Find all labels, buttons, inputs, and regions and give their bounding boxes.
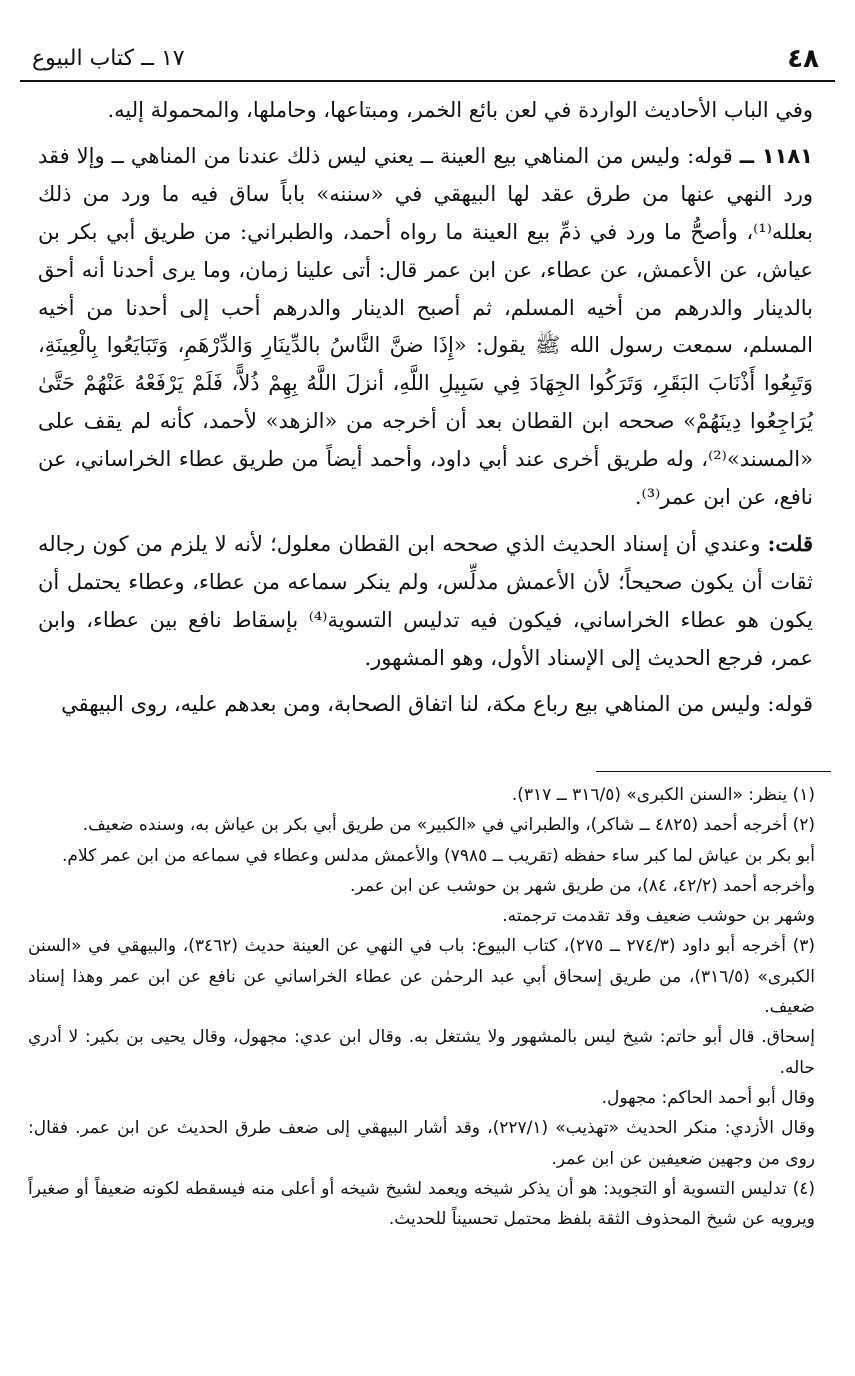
paragraph-1181-text: قوله: وليس من المناهي بيع العينة ــ يعني ليس ذلك عندنا من المناهي ــ وإلا فقد ورد النهي عنها من طرق عقد لها البيهقي في «سننه» باباً ساق فيه ما ورد من ذلك بعلله⁽¹⁾، وأصحُّ ما ورد في ذمِّ بيع العينة ما رواه أحمد، والطبراني: من طريق أبي بكر بن عياش، عن الأعمش، عن عطاء، عن ابن عمر قال: أتى علينا زمان، وما يرى أحدنا أنه أحق بالدينار والدرهم من أخيه المسلم، ثم أصبح الدينار والدرهم أحب إلى أحدنا من أخيه المسلم، سمعت رسول الله ﷺ يقول: «إِذَا ضنَّ النَّاسُ بالدِّينَارِ وَالدِّرْهَمِ، وَتَبَايَعُوا بِالْعِينَةِ، وَتَبِعُوا أَذْنَابَ البَقَرِ، وَتَرَكُوا الجِهَادَ فِي سَبِيلِ اللَّهِ، أنزلَ اللَّهُ بِهِمْ ذُلاًّ، فَلَمْ يَرْفَعْهُ عَنْهُمْ حَتَّىٰ يُرَاجِعُوا دِينَهُمْ» صححه ابن القطان بعد أن أخرجه من «الزهد» لأحمد، كأنه لم يقف على «المسند»⁽²⁾، وله طريق أخرى عند أبي داود، وأحمد أيضاً من طريق عطاء الخراساني، عن نافع، عن ابن عمر⁽³⁾. xyxy=(38,143,813,510)
page-number: ٤٨ xyxy=(787,44,819,74)
running-head: ١٧ ــ كتاب البيوع xyxy=(32,46,185,71)
footnote-1: (١) ينظر: «السنن الكبرى» (٣١٦/٥ ــ ٣١٧). xyxy=(511,785,815,805)
paragraph-1: وفي الباب الأحاديث الواردة في لعن بائع الخمر، ومبتاعها، وحاملها، والمحمولة إليه. xyxy=(107,98,813,122)
paragraph-qult xyxy=(38,525,813,678)
footnote-3-note: وقال الأزدي: منكر الحديث «تهذيب» (٢٢٧/١)، وقد أشار البيهقي إلى ضعف طرق الحديث عن ابن عمر. فقال: روى من وجهين ضعيفين عن ابن عمر. xyxy=(28,1118,816,1169)
qult-text: وعندي أن إسناد الحديث الذي صححه ابن القطان معلول؛ لأنه لا يلزم من كون رجاله ثقات أن يكون صحيحاً؛ لأن الأعمش مدلِّس، ولم ينكر سماعه من عطاء، وعطاء يحتمل أن يكون هو عطاء الخراساني، فيكون فيه تدليس التسوية⁽⁴⁾ بإسقاط نافع بين عطاء، وابن عمر، فرجع الحديث إلى الإسناد الأول، وهو المشهور. xyxy=(38,531,813,670)
paragraph-last: قوله: وليس من المناهي بيع رباع مكة، لنا اتفاق الصحابة، ومن بعدهم عليه، روى البيهقي xyxy=(61,691,813,716)
footnote-3-note: وقال أبو أحمد الحاكم: مجهول. xyxy=(601,1087,815,1108)
footnote-2-note: أبو بكر بن عياش لما كبر ساء حفظه (تقريب ــ ٧٩٨٥) والأعمش مدلس وعطاء في سماعه من ابن عمر كلام. xyxy=(62,845,815,866)
hadith-number: ١١٨١ ــ xyxy=(739,143,813,168)
footnote-4: (٤) تدليس التسوية أو التجويد: هو أن يذكر شيخه ويعمد لشيخ شيخه أو أعلى منه فيسقطه لكونه ضعيفاً أو صغيراً ويرويه عن شيخ المحذوف الثقة بلفظ محتمل تحسيناً للحديث. xyxy=(28,1178,815,1230)
page-header xyxy=(20,44,835,80)
footnotes xyxy=(28,780,815,1234)
footnote-2: (٢) أخرجه أحمد (٤٨٢٥ ــ شاكر)، والطبراني في «الكبير» من طريق أبي بكر بن عياش به، وسنده ضعيف. xyxy=(82,815,815,836)
footnote-2-note: وشهر بن حوشب ضعيف وقد تقدمت ترجمته. xyxy=(502,906,815,927)
header-rule xyxy=(20,80,835,82)
qult-label: قلت: xyxy=(767,530,813,556)
paragraph-1181 xyxy=(38,138,813,517)
footnote-3: (٣) أخرجه أبو داود (٢٧٤/٣ ــ ٢٧٥)، كتاب البيوع: باب في النهي عن العينة حديث (٣٤٦٢)، والبيهقي في «السنن الكبرى» (٣١٦/٥)، من طريق إسحاق أبي عبد الرحمٰن عن عطاء الخراساني عن نافع عن ابن عمر وهذا إسناد ضعيف. xyxy=(28,936,815,1018)
footnote-2-note: وأخرجه أحمد (٤٢/٢، ٨٤)، من طريق شهر بن حوشب عن ابن عمر. xyxy=(350,875,815,896)
footnote-3-note: إسحاق. قال أبو حاتم: شيخ ليس بالمشهور ولا يشتغل به. وقال ابن عدي: مجهول، وقال يحيى بن بكير: لا أدري حاله. xyxy=(28,1027,815,1078)
main-text xyxy=(38,92,813,724)
footnote-separator xyxy=(596,771,831,772)
